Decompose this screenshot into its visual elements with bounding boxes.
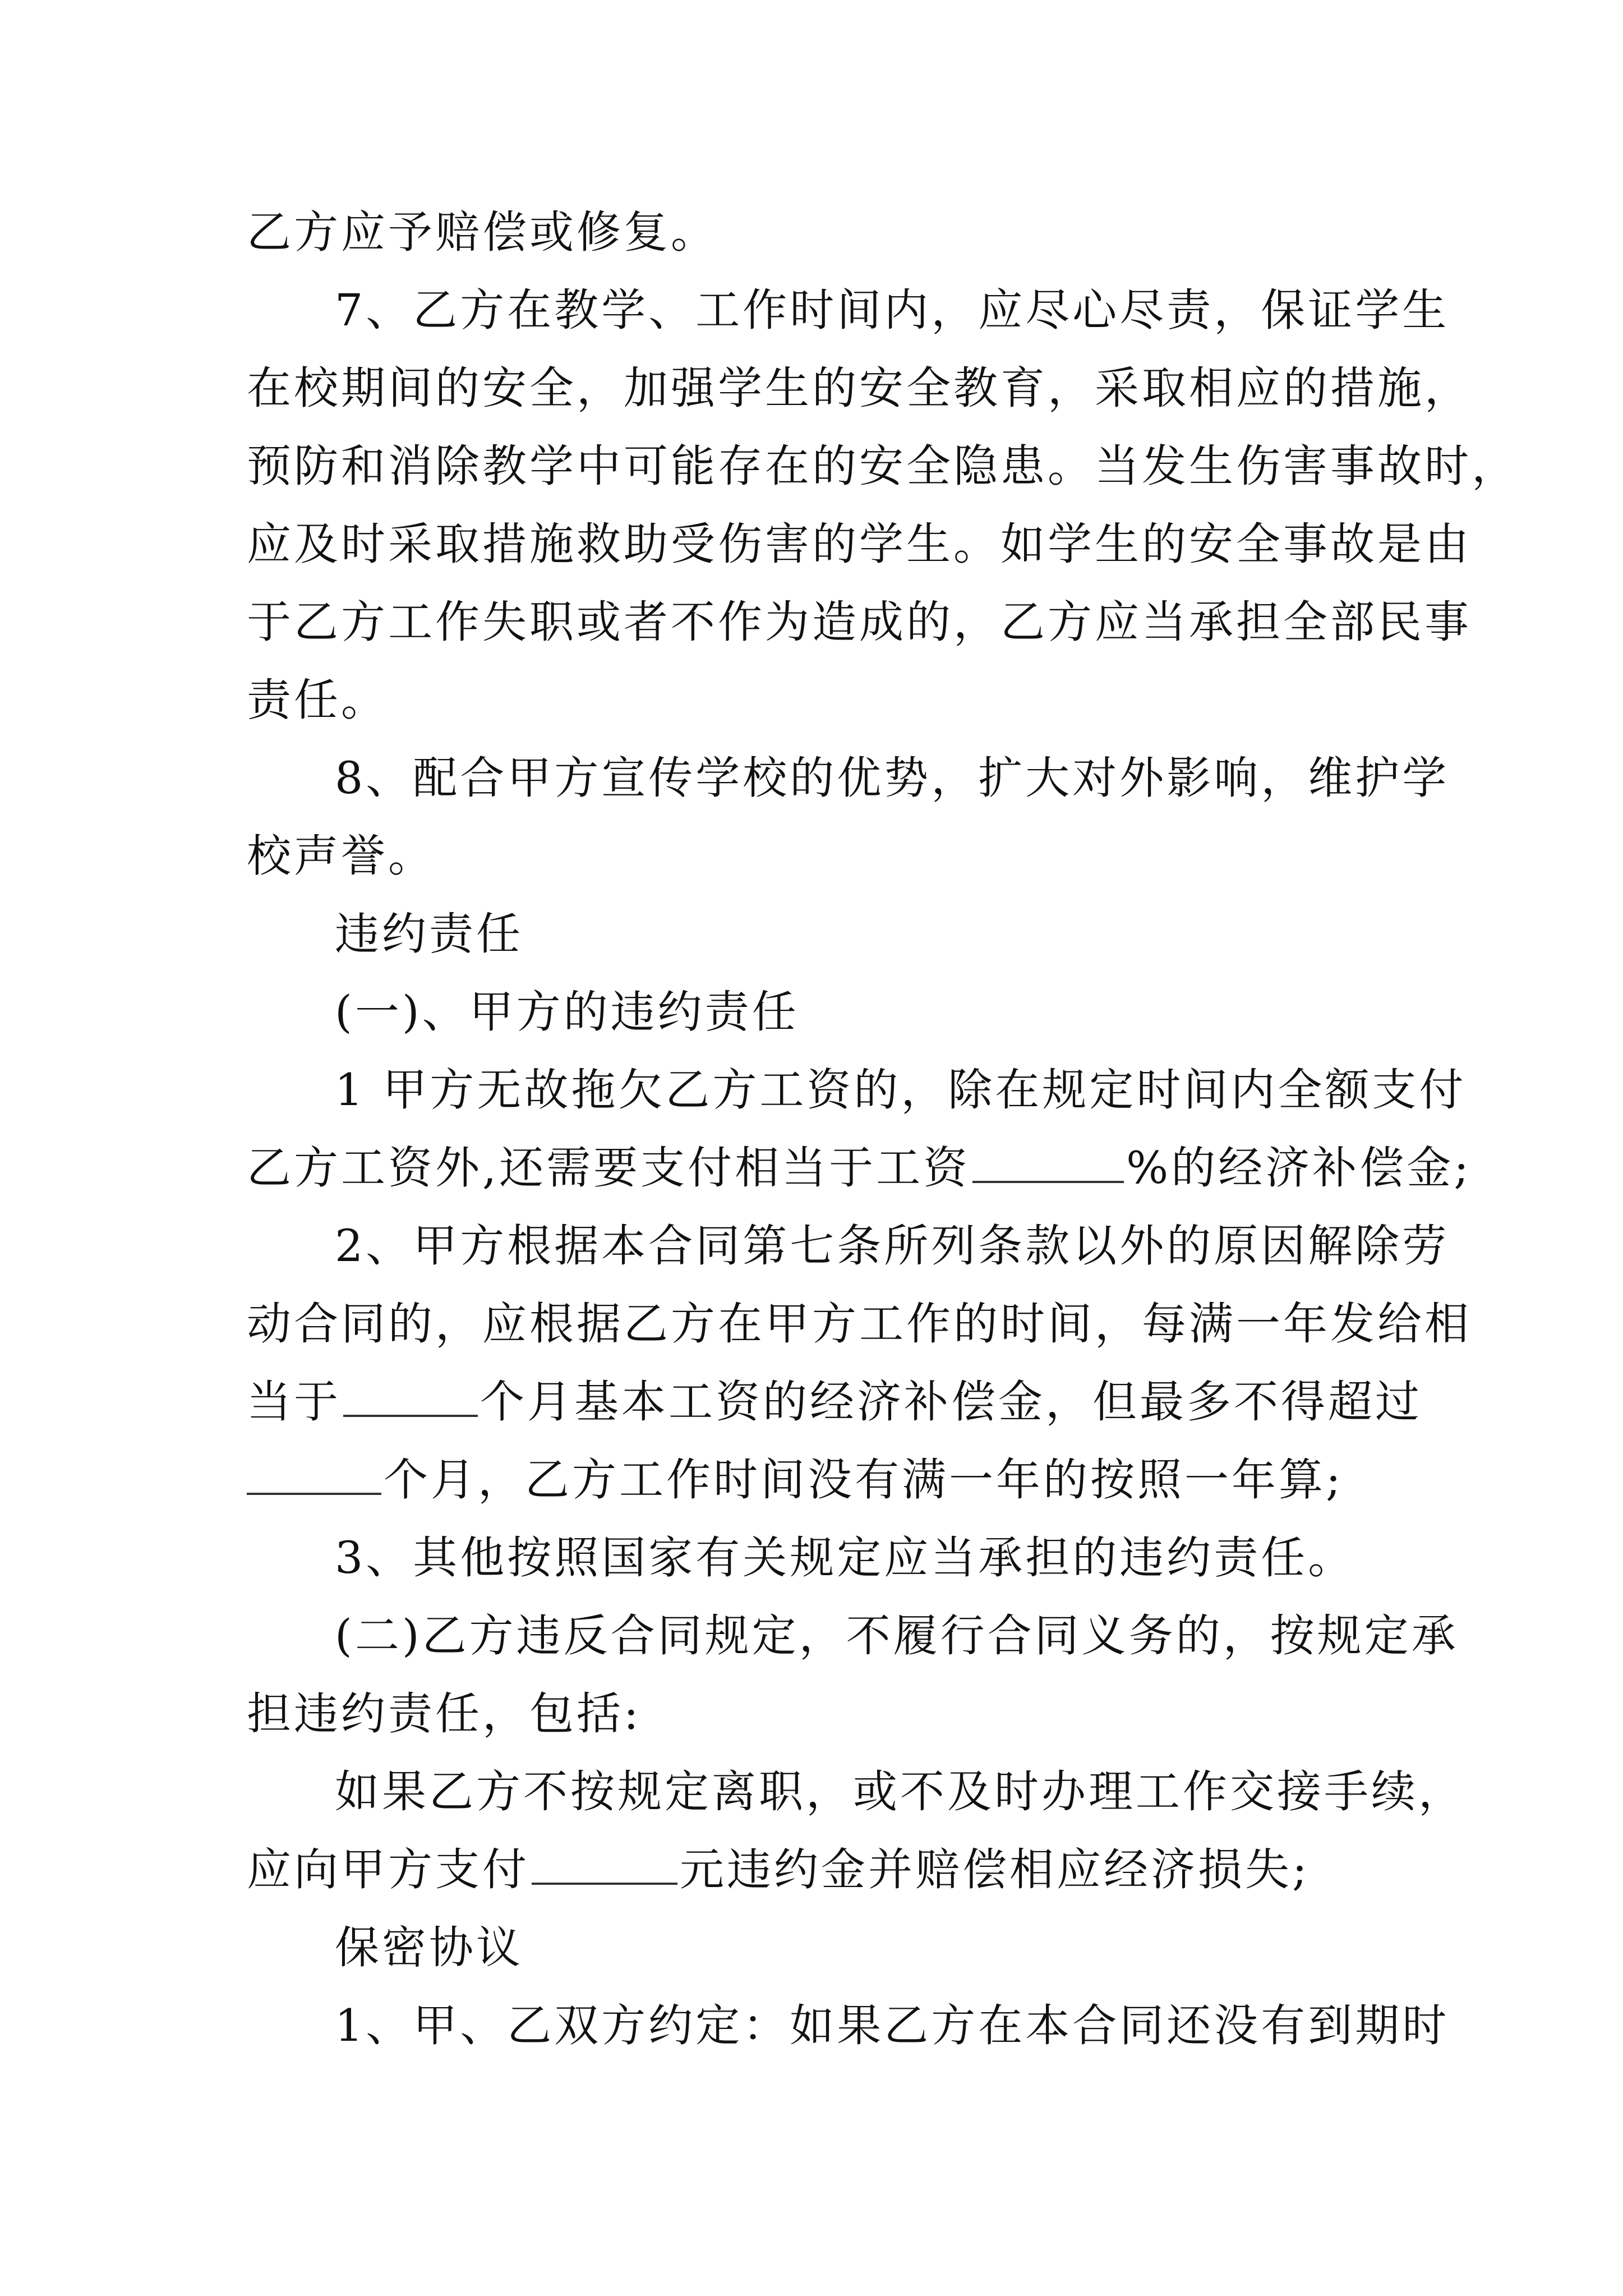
fill-in-blank-penalty-amount — [532, 1843, 677, 1885]
clause-8-line: 8、配合甲方宣传学校的优势，扩大对外影响，维护学 — [335, 752, 1450, 804]
party-a-item-2-line: 2、甲方根据本合同第七条所列条款以外的原因解除劳 — [335, 1220, 1450, 1272]
line-text-before-blank: 应向甲方支付 — [247, 1844, 529, 1895]
text-line: 校声誉。 — [247, 830, 435, 882]
fill-in-blank-months — [343, 1375, 478, 1417]
fill-in-blank-percent — [972, 1142, 1124, 1183]
contract-text-body — [247, 194, 1519, 2065]
text-line: 预防和消除教学中可能存在的安全隐患。当发生伤害事故时， — [247, 440, 1519, 492]
line-text-after-blank: 个月，乙方工作时间没有满一年的按照一年算; — [384, 1454, 1344, 1506]
confidentiality-item-1-line: 1、甲、乙双方约定：如果乙方在本合同还没有到期时 — [335, 2000, 1450, 2051]
line-text-after-blank: 个月基本工资的经济补偿金，但最多不得超过 — [480, 1376, 1422, 1428]
line-text-after-blank: %的经济补偿金; — [1126, 1142, 1472, 1194]
party-a-item-3-line: 3、其他按照国家有关规定应当承担的违约责任。 — [335, 1532, 1355, 1584]
subsection-heading-party-a: (一)、甲方的违约责任 — [335, 986, 799, 1038]
line-text-before-blank: 乙方工资外,还需要支付相当于工资 — [247, 1142, 971, 1194]
text-line: 动合同的，应根据乙方在甲方工作的时间，每满一年发给相 — [247, 1298, 1472, 1350]
subsection-heading-party-b: (二)乙方违反合同规定，不履行合同义务的，按规定承 — [335, 1610, 1459, 1662]
text-line-with-blank — [247, 1129, 1472, 1207]
text-line: 乙方应予赔偿或修复。 — [247, 206, 718, 258]
text-line: 如果乙方不按规定离职，或不及时办理工作交接手续， — [335, 1766, 1465, 1818]
text-line-with-blank — [247, 1831, 1419, 1909]
fill-in-blank-max-months — [247, 1453, 381, 1495]
text-line: 在校期间的安全，加强学生的安全教育，采取相应的措施， — [247, 362, 1472, 414]
clause-7-line: 7、乙方在教学、工作时间内，应尽心尽责，保证学生 — [335, 284, 1450, 336]
text-line-with-blank — [247, 1441, 1419, 1519]
text-line-with-blank — [247, 1363, 1422, 1441]
text-line: 应及时采取措施救助受伤害的学生。如学生的安全事故是由 — [247, 518, 1472, 570]
section-heading-confidentiality: 保密协议 — [335, 1922, 523, 1973]
text-line: 责任。 — [247, 674, 388, 726]
party-a-item-1-line: 1 甲方无故拖欠乙方工资的，除在规定时间内全额支付 — [335, 1064, 1467, 1116]
section-heading-breach-liability: 违约责任 — [335, 908, 523, 960]
line-text-after-blank: 元违约金并赔偿相应经济损失; — [680, 1844, 1310, 1895]
text-line: 于乙方工作失职或者不作为造成的，乙方应当承担全部民事 — [247, 596, 1472, 648]
line-text-before-blank: 当于 — [247, 1376, 341, 1428]
text-line: 担违约责任，包括: — [247, 1688, 642, 1740]
